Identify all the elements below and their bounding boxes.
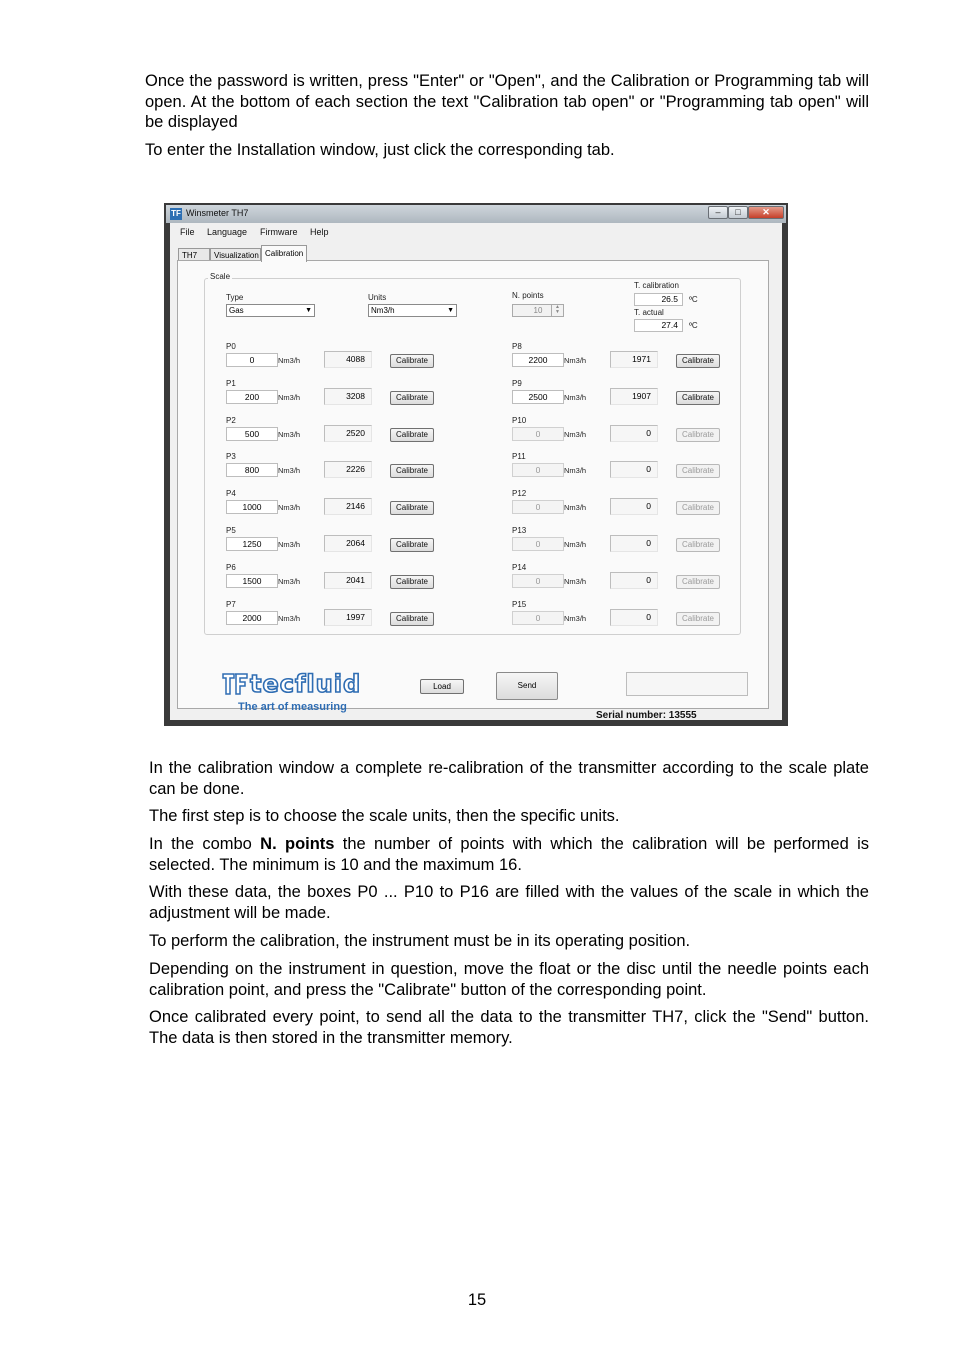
load-button[interactable]: Load	[420, 679, 464, 694]
point-unit: Nm3/h	[278, 576, 301, 586]
tcal-label: T. calibration	[634, 281, 679, 290]
window-titlebar[interactable]	[166, 205, 786, 223]
point-raw-reading: 3208	[324, 388, 372, 405]
point-raw-reading: 0	[610, 572, 658, 589]
calibrate-button[interactable]: Calibrate	[676, 464, 720, 478]
calibrate-button[interactable]: Calibrate	[676, 391, 720, 405]
calibrate-button[interactable]: Calibrate	[676, 538, 720, 552]
winsmeter-window	[164, 203, 788, 726]
calibrate-button[interactable]: Calibrate	[676, 428, 720, 442]
calibrate-button[interactable]: Calibrate	[390, 612, 434, 626]
point-label: P2	[226, 415, 236, 425]
calibrate-button[interactable]: Calibrate	[676, 575, 720, 589]
window-title: Winsmeter TH7	[186, 208, 249, 218]
point-raw-reading: 2226	[324, 461, 372, 478]
tcal-field: 26.5	[634, 293, 683, 306]
calibrate-button[interactable]: Calibrate	[390, 428, 434, 442]
point-label: P4	[226, 489, 236, 499]
point-unit: Nm3/h	[564, 356, 587, 365]
point-raw-reading: 4088	[324, 351, 372, 368]
menu-help[interactable]: Help	[310, 227, 329, 237]
status-box	[626, 672, 748, 696]
npoints-term: N. points	[260, 835, 335, 853]
point-value-input[interactable]: 0	[512, 611, 564, 625]
point-raw-reading: 2146	[324, 498, 372, 515]
scale-group-label: Scale	[210, 272, 231, 281]
brand-tagline: The art of measuring	[238, 701, 347, 713]
npoints-value: 10	[533, 306, 543, 315]
calibrate-button[interactable]: Calibrate	[390, 575, 434, 589]
calibrate-button[interactable]: Calibrate	[390, 354, 434, 368]
body-paragraph-1: In the calibration window a complete re-calibration of the transmitter according to the scale plate can be done.	[149, 759, 869, 798]
scale-group	[204, 272, 741, 635]
point-value-input[interactable]: 0	[512, 463, 564, 477]
point-unit: Nm3/h	[278, 392, 301, 402]
point-unit: Nm3/h	[564, 466, 587, 476]
tact-unit: ºC	[689, 321, 698, 330]
point-raw-reading: 0	[610, 535, 658, 552]
point-value-input[interactable]: 0	[512, 537, 564, 551]
spinner-arrows-icon[interactable]: ▲ ▼	[551, 305, 563, 316]
page-number: 15	[467, 1291, 487, 1309]
point-raw-reading: 2064	[324, 535, 372, 552]
serial-number: Serial number: 13555	[596, 710, 697, 721]
point-unit: Nm3/h	[564, 503, 587, 513]
point-value-input[interactable]: 200	[226, 390, 278, 404]
body-paragraph-3-pre: In the combo	[149, 835, 261, 853]
tecfluid-logo-icon	[222, 672, 248, 696]
close-button[interactable]: ✕	[748, 206, 784, 219]
point-label: P11	[512, 452, 526, 462]
window-client	[170, 223, 782, 720]
tab-visualization[interactable]: Visualization	[210, 248, 261, 261]
menu-firmware[interactable]: Firmware	[260, 227, 298, 237]
chevron-down-icon: ▼	[305, 307, 312, 314]
tab-th7[interactable]: TH7	[178, 248, 210, 261]
calibrate-button[interactable]: Calibrate	[676, 612, 720, 626]
point-unit: Nm3/h	[564, 576, 587, 586]
calibrate-button[interactable]: Calibrate	[390, 538, 434, 552]
calibrate-button[interactable]: Calibrate	[390, 464, 434, 478]
point-value-input[interactable]: 1000	[226, 500, 278, 514]
units-combo[interactable]	[368, 304, 457, 317]
type-combo[interactable]	[226, 304, 315, 317]
point-unit: Nm3/h	[278, 613, 301, 623]
point-raw-reading: 1907	[610, 388, 658, 405]
calibrate-button[interactable]: Calibrate	[676, 354, 720, 368]
body-paragraph-7: Once calibrated every point, to send all the data to the transmitter TH7, click the "Send" button. The data is then stored in the transmitter memory.	[149, 1008, 869, 1047]
units-combo-value: Nm3/h	[371, 306, 395, 315]
point-value-input[interactable]: 0	[226, 353, 278, 367]
point-unit: Nm3/h	[278, 503, 301, 513]
chevron-down-icon: ▼	[447, 307, 454, 314]
point-label: P7	[226, 599, 236, 609]
point-value-input[interactable]: 2200	[512, 353, 564, 367]
point-raw-reading: 1971	[610, 351, 658, 368]
point-unit: Nm3/h	[564, 613, 587, 623]
type-combo-value: Gas	[229, 306, 244, 315]
body-paragraph-4: With these data, the boxes P0 ... P10 to P16 are filled with the values of the scale in which the adjustment will be made.	[149, 883, 869, 922]
tcal-unit: ºC	[689, 295, 698, 304]
body-paragraph-3-post: the number of points with which the calibration will be performed is selected. The minimum is 10 and the maximum 16.	[149, 835, 869, 874]
tact-field: 27.4	[634, 319, 683, 332]
point-unit: Nm3/h	[278, 540, 301, 549]
point-label: P12	[512, 489, 527, 499]
point-value-input[interactable]: 2000	[226, 611, 278, 625]
point-label: P8	[512, 342, 522, 351]
intro-paragraph-1: Once the password is written, press "Enter" or "Open", and the Calibration or Programming tab will open. At the bottom of each section the text "Calibration tab open" or "Programming tab open" will be displayed	[145, 72, 869, 131]
body-paragraph-3	[149, 834, 869, 875]
point-raw-reading: 1997	[324, 609, 372, 626]
point-raw-reading: 0	[610, 609, 658, 626]
point-raw-reading: 0	[610, 461, 658, 478]
point-raw-reading: 0	[610, 498, 658, 515]
point-label: P6	[226, 562, 236, 572]
point-raw-reading: 2520	[324, 425, 372, 442]
point-value-input[interactable]: 0	[512, 574, 564, 588]
point-label: P0	[226, 342, 236, 351]
body-paragraph-5: To perform the calibration, the instrument must be in its operating position.	[149, 932, 691, 950]
point-raw-reading: 2041	[324, 572, 372, 589]
calibrate-button[interactable]: Calibrate	[390, 391, 434, 405]
units-label: Units	[368, 293, 387, 302]
point-unit: Nm3/h	[278, 466, 301, 476]
point-value-input[interactable]: 1500	[226, 574, 278, 588]
point-unit: Nm3/h	[564, 392, 587, 402]
point-unit: Nm3/h	[564, 429, 587, 439]
point-label: P14	[512, 562, 527, 572]
send-button[interactable]: Send	[496, 672, 558, 700]
point-value-input[interactable]: 0	[512, 427, 564, 441]
intro-paragraph-2: To enter the Installation window, just click the corresponding tab.	[145, 141, 615, 159]
calibration-panel	[177, 260, 769, 721]
tab-calibration[interactable]: Calibration	[261, 245, 307, 262]
point-label: P10	[512, 415, 527, 425]
point-label: P3	[226, 452, 236, 462]
tact-label: T. actual	[634, 308, 664, 317]
point-unit: Nm3/h	[278, 356, 301, 365]
menu-file[interactable]: File	[180, 227, 195, 237]
type-label: Type	[226, 293, 244, 302]
point-value-input[interactable]: 500	[226, 427, 278, 441]
maximize-button[interactable]: □	[728, 206, 748, 219]
point-label: P15	[512, 599, 527, 609]
point-label: P9	[512, 378, 522, 388]
app-icon: TF	[171, 209, 181, 218]
point-value-input[interactable]: 0	[512, 500, 564, 514]
brand-name: tecfluid	[250, 670, 362, 698]
point-label: P5	[226, 526, 236, 535]
npoints-spinner[interactable]	[512, 304, 564, 317]
point-unit: Nm3/h	[278, 429, 301, 439]
point-value-input[interactable]: 1250	[226, 537, 278, 551]
point-value-input[interactable]: 800	[226, 463, 278, 477]
body-paragraph-6: Depending on the instrument in question, move the float or the disc until the needle points each calibration point, and press the "Calibrate" button of the corresponding point.	[149, 960, 869, 999]
point-value-input[interactable]: 2500	[512, 390, 564, 404]
point-raw-reading: 0	[610, 425, 658, 442]
calibrate-button[interactable]: Calibrate	[390, 501, 434, 515]
npoints-label: N. points	[512, 291, 544, 300]
minimize-button[interactable]: –	[708, 206, 728, 219]
body-paragraph-2: The first step is to choose the scale units, then the specific units.	[149, 807, 620, 825]
menu-language[interactable]: Language	[207, 227, 248, 237]
calibrate-button[interactable]: Calibrate	[676, 501, 720, 515]
point-label: P1	[226, 378, 236, 388]
point-unit: Nm3/h	[564, 540, 587, 549]
point-label: P13	[512, 526, 527, 535]
